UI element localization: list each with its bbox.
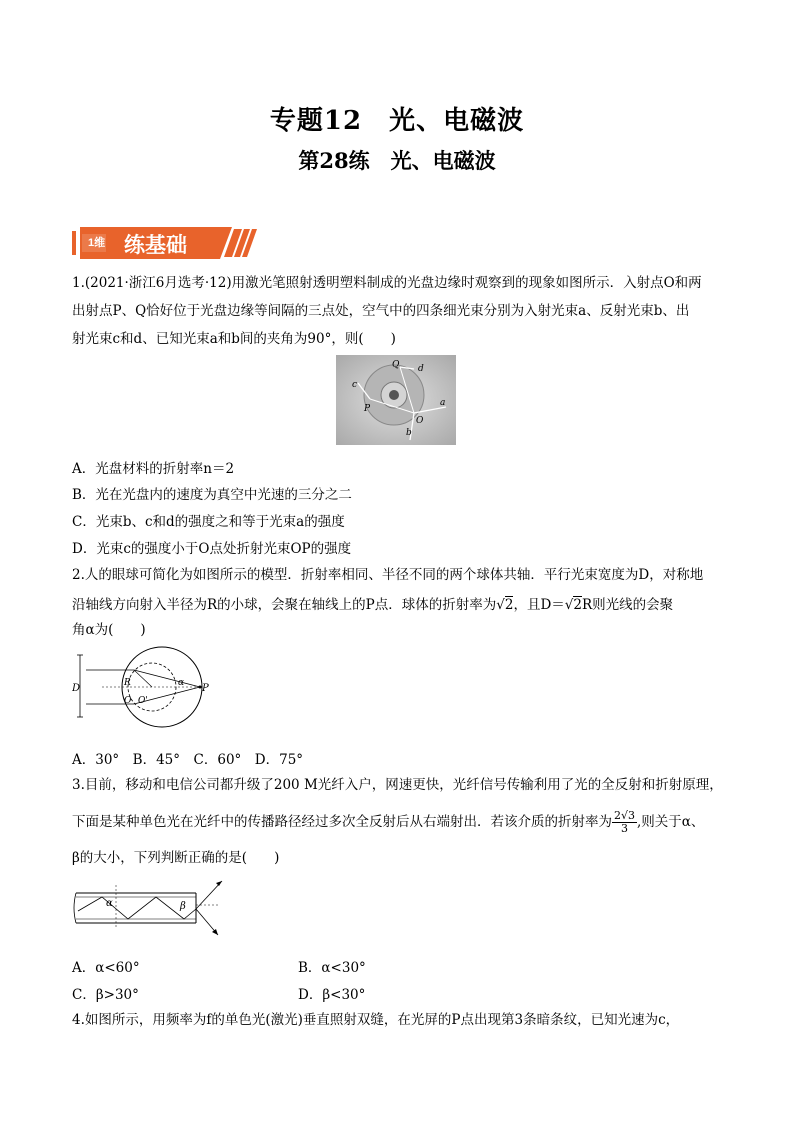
q2-line-2 xyxy=(72,595,673,615)
q3-option-c: C．β>30° xyxy=(72,987,139,1003)
q3-option-a: A．α<60° xyxy=(72,960,140,976)
q2-line-1: 2.人的眼球可简化为如图所示的模型．折射率相同、半径不同的两个球体共轴．平行光束宽度为D，对称地 xyxy=(72,567,704,583)
section-banner xyxy=(72,225,262,261)
q2-line-2c: ，且D＝ xyxy=(513,597,565,613)
q1-label-d: d xyxy=(418,364,424,374)
q1-label-P: P xyxy=(364,404,371,414)
q3-option-b: B．α<30° xyxy=(298,960,366,976)
q4-line-1: 4.如图所示，用频率为f的单色光(激光)垂直照射双缝，在光屏的P点出现第3条暗条纹，已知光速为c， xyxy=(72,1012,680,1028)
q1-line-2: 出射点P、Q恰好位于光盘边缘等间隔的三点处，空气中的四条细光束分别为入射光束a、反射光束b、出 xyxy=(72,303,690,319)
q1-label-c: c xyxy=(352,380,358,390)
page-subtitle: 第28练 光、电磁波 xyxy=(298,148,496,173)
q3-option-d: D．β<30° xyxy=(298,987,366,1003)
q1-option-c: C．光束b、c和d的强度之和等于光束a的强度 xyxy=(72,514,345,530)
q1-label-O: O xyxy=(416,416,424,426)
q1-option-d: D．光束c的强度小于O点处折射光束OP的强度 xyxy=(72,541,352,557)
q1-line-1: 1.(2021·浙江6月选考·12)用激光笔照射透明塑料制成的光盘边缘时观察到的现象如图所示．入射点O和两 xyxy=(72,275,702,291)
q2-line-2e: R则光线的会聚 xyxy=(581,597,674,613)
q3-frac-num: 2√3 xyxy=(614,809,636,822)
sqrt-symbol: √ xyxy=(564,597,574,613)
q1-option-b: B．光在光盘内的速度为真空中光速的三分之二 xyxy=(72,487,352,503)
q2-label-O: O xyxy=(124,696,132,706)
q2-label-O-prime: O' xyxy=(138,696,148,706)
q1-disc-figure xyxy=(336,355,456,445)
q1-label-a: a xyxy=(440,398,446,408)
banner-tag: 1维 xyxy=(88,237,106,249)
q2-line-2a: 沿轴线方向射入半径为R的小球，会聚在轴线上的P点．球体的折射率为 xyxy=(72,597,497,613)
q2-label-R: R xyxy=(124,678,131,688)
q3-line-2b: ,则关于α、 xyxy=(637,814,705,830)
q2-eye-figure xyxy=(72,645,212,730)
q1-label-b: b xyxy=(406,428,412,438)
q3-fiber-figure xyxy=(72,875,232,940)
q2-line-3: 角α为( ) xyxy=(72,622,146,638)
q2-sqrt-value-1: 2 xyxy=(504,597,514,613)
q2-options: A．30° B．45° C．60° D．75° xyxy=(72,752,304,768)
q1-option-a: A．光盘材料的折射率n＝2 xyxy=(72,461,235,477)
q2-sqrt-value-2: 2 xyxy=(573,597,582,613)
q3-label-alpha: α xyxy=(106,898,113,909)
q3-line-1: 3.目前，移动和电信公司都升级了200 M光纤入户，网速更快，光纤信号传输利用了光的全反射和折射原理， xyxy=(72,777,723,793)
q2-label-P: P xyxy=(202,683,209,694)
banner-label: 练基础 xyxy=(124,232,187,257)
q2-label-alpha: α xyxy=(178,678,185,688)
q3-frac-den: 3 xyxy=(621,822,628,835)
q3-line-3: β的大小，下列判断正确的是( ) xyxy=(72,850,280,866)
q3-line-2a: 下面是某种单色光在光纤中的传播路径经过多次全反射后从右端射出．若该介质的折射率为 xyxy=(72,814,612,830)
q3-fraction xyxy=(612,810,637,835)
q3-line-2 xyxy=(72,810,704,835)
q1-label-Q: Q xyxy=(392,360,400,370)
sqrt-symbol: √ xyxy=(496,597,505,613)
q2-label-D: D xyxy=(72,683,81,694)
page-title: 专题12 光、电磁波 xyxy=(269,106,525,136)
q1-line-3: 射光束c和d、已知光束a和b间的夹角为90°，则( ) xyxy=(72,331,396,347)
q3-label-beta: β xyxy=(180,901,186,912)
